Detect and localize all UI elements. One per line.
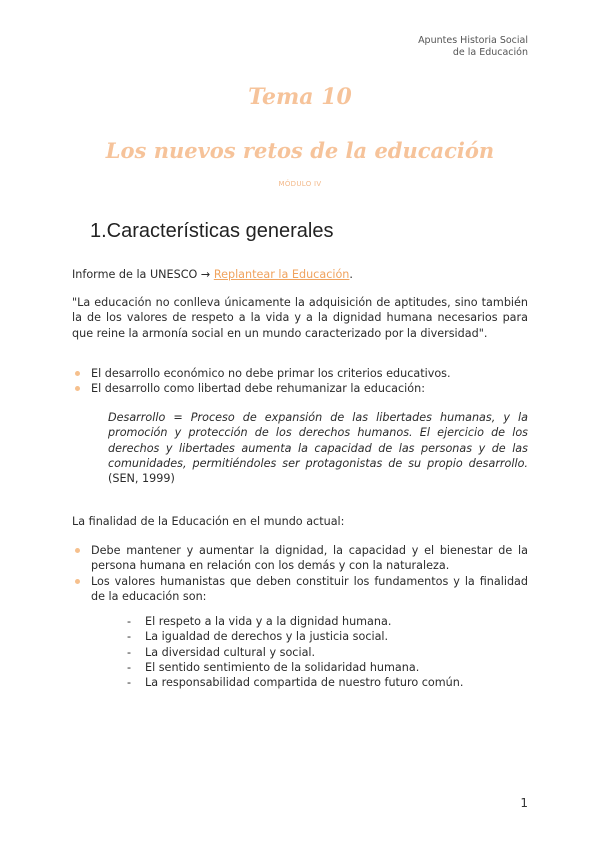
list-item: - La responsabilidad compartida de nuestro futuro común. [127,675,527,690]
finalidad-bullets [72,543,528,604]
replantear-link[interactable]: Replantear la Educación [213,268,350,281]
development-definition [108,410,528,486]
module-label: MÓDULO IV [278,180,322,188]
topic-title: Tema 10 [248,84,352,110]
header-line-2: de la Educación [452,47,528,58]
list-item: Los valores humanistas que deben constituir los fundamentos y la finalidad de la educación son: [72,574,528,605]
informe-suffix: . [349,268,353,281]
list-item: - La igualdad de derechos y la justicia social. [127,629,527,644]
list-item: Debe mantener y aumentar la dignidad, la capacidad y el bienestar de la persona humana en relación con los demás y con la naturaleza. [72,543,528,574]
list-item: - La diversidad cultural y social. [127,645,527,660]
values-list [127,614,527,690]
development-bullets [72,366,528,397]
finalidad-heading: La finalidad de la Educación en el mundo actual: [72,515,345,528]
informe-prefix: Informe de la UNESCO → [72,268,214,281]
list-item: - El sentido sentimiento de la solidaridad humana. [127,660,527,675]
definition-citation: (SEN, 1999) [108,472,175,486]
list-item: - El respeto a la vida y a la dignidad humana. [127,614,527,629]
header-line-1: Apuntes Historia Social [418,35,528,46]
list-item: El desarrollo como libertad debe rehumanizar la educación: [72,381,528,396]
document-header [418,35,528,59]
list-item: El desarrollo económico no debe primar los criterios educativos. [72,366,528,381]
topic-subtitle: Los nuevos retos de la educación [105,138,495,163]
page-number: 1 [520,796,528,810]
definition-text: Desarrollo = Proceso de expansión de las libertades humanas, y la promoción y protección de los derechos humanos. El ejercicio de los derechos y libertades aumenta la capacidad de las personas y de las comunidades, permitiéndoles ser protagonistas de su propio desarrollo. [108,411,528,470]
informe-line [72,267,528,282]
unesco-quote: "La educación no conlleva únicamente la adquisición de aptitudes, sino también la de los valores de respeto a la vida y a la dignidad humana necesarios para que reine la armonía social en un mundo caracterizado por la diversidad". [72,296,528,340]
section-heading: 1.Características generales [90,220,334,242]
